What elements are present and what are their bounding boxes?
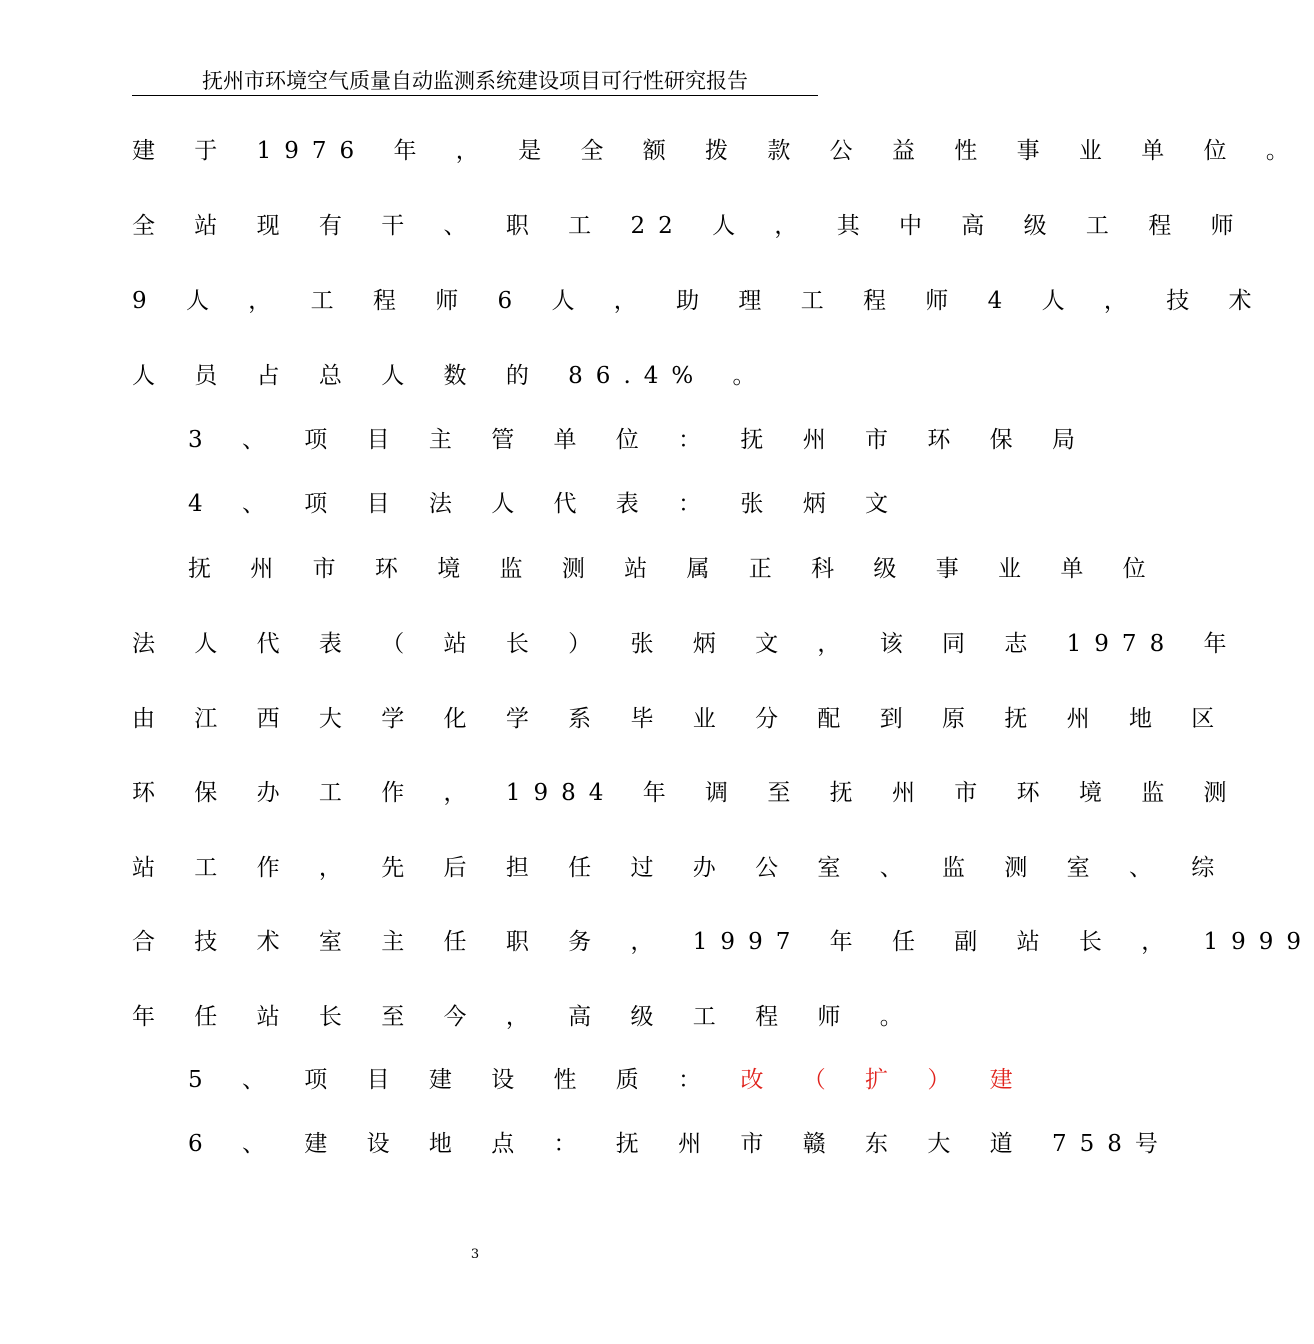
item-6-construction-site: 6 、 建 设 地 点 ： 抚 州 市 赣 东 大 道 758号 <box>188 1131 1171 1157</box>
item-4-legal-representative: 4 、 项 目 法 人 代 表 ： 张 炳 文 <box>188 491 902 517</box>
body-line-4: 人 员 占 总 人 数 的 86.4% 。 <box>132 363 769 389</box>
body-line-2: 全 站 现 有 干 、 职 工 22 人 ， 其 中 高 级 工 程 师 <box>132 213 1247 239</box>
body-line-7: 抚 州 市 环 境 监 测 站 属 正 科 级 事 业 单 位 <box>188 556 1159 582</box>
body-line-12: 合 技 术 室 主 任 职 务 ， 1997 年 任 副 站 长 ， 1999 <box>132 929 1314 955</box>
body-line-1: 建 于 1976 年 ， 是 全 额 拨 款 公 益 性 事 业 单 位 。 <box>132 138 1302 164</box>
body-line-3: 9 人 ， 工 程 师 6 人 ， 助 理 工 程 师 4 人 ， 技 术 <box>132 288 1265 314</box>
body-line-8: 法 人 代 表 （ 站 长 ） 张 炳 文 ， 该 同 志 1978 年 <box>132 631 1240 657</box>
page-number: 3 <box>470 1247 480 1262</box>
body-line-13: 年 任 站 长 至 今 ， 高 级 工 程 师 。 <box>132 1004 916 1030</box>
page-header-rule <box>132 95 818 96</box>
body-line-10: 环 保 办 工 作 ， 1984 年 调 至 抚 州 市 环 境 监 测 <box>132 780 1240 806</box>
page-header-title: 抚州市环境空气质量自动监测系统建设项目可行性研究报告 <box>202 69 748 93</box>
body-line-9: 由 江 西 大 学 化 学 系 毕 业 分 配 到 原 抚 州 地 区 <box>132 706 1228 732</box>
item-3-supervising-unit: 3 、 项 目 主 管 单 位 ： 抚 州 市 环 保 局 <box>188 427 1088 453</box>
construction-nature-label: 5 、 项 目 建 设 性 质 ： <box>188 1067 715 1093</box>
item-5-construction-nature <box>188 1065 1026 1095</box>
construction-nature-value: 改 （ 扩 ） 建 <box>740 1067 1026 1093</box>
body-line-11: 站 工 作 ， 先 后 担 任 过 办 公 室 、 监 测 室 、 综 <box>132 855 1228 881</box>
